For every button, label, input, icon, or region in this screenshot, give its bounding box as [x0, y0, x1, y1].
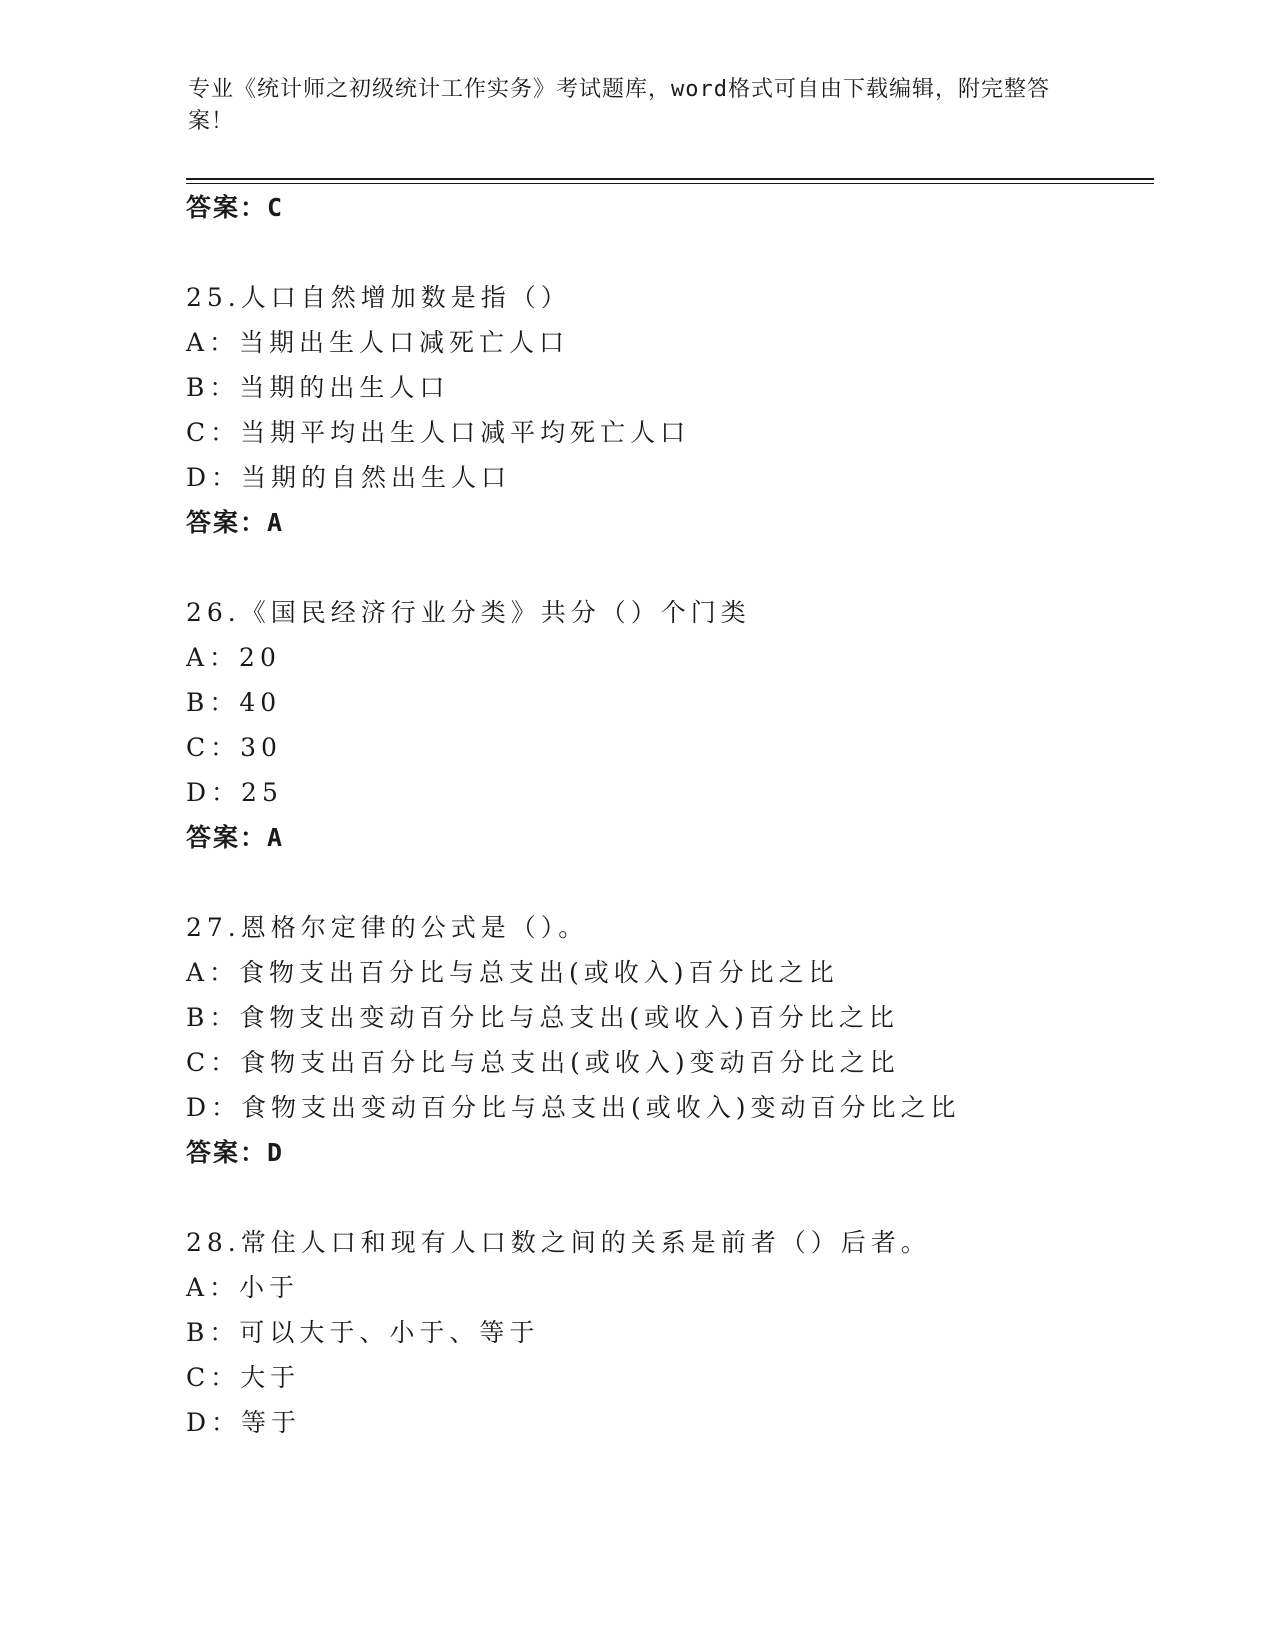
question-27-option-c: C：食物支出百分比与总支出(或收入)变动百分比之比	[186, 1048, 900, 1077]
question-25-option-d: D：当期的自然出生人口	[186, 463, 512, 492]
question-26-option-b: B：40	[186, 688, 282, 717]
answer-previous: 答案：C	[186, 193, 285, 222]
header-divider-thin	[186, 183, 1154, 184]
question-28-option-a: A：小于	[186, 1273, 300, 1302]
question-28-option-b: B：可以大于、小于、等于	[186, 1318, 540, 1347]
question-25-option-c: C：当期平均出生人口减平均死亡人口	[186, 418, 691, 447]
question-27-stem: 27.恩格尔定律的公式是（）。	[186, 913, 589, 942]
question-26-answer: 答案：A	[186, 823, 285, 852]
document-header-text: 专业《统计师之初级统计工作实务》考试题库，word格式可自由下载编辑，附完整答案！	[188, 77, 1050, 134]
question-25-stem: 25.人口自然增加数是指（）	[186, 283, 571, 312]
question-26-stem: 26.《国民经济行业分类》共分（）个门类	[186, 598, 751, 627]
question-27-option-a: A：食物支出百分比与总支出(或收入)百分比之比	[186, 958, 839, 987]
question-27-answer: 答案：D	[186, 1138, 285, 1167]
question-26-option-d: D：25	[186, 778, 283, 807]
question-28-option-c: C：大于	[186, 1363, 301, 1392]
question-27-option-d: D：食物支出变动百分比与总支出(或收入)变动百分比之比	[186, 1093, 961, 1122]
question-28-stem: 28.常住人口和现有人口数之间的关系是前者（）后者。	[186, 1228, 931, 1257]
question-26-option-a: A：20	[186, 643, 281, 672]
question-25-option-a: A：当期出生人口减死亡人口	[186, 328, 570, 357]
question-25-answer: 答案：A	[186, 508, 285, 537]
question-26-option-c: C：30	[186, 733, 282, 762]
header-divider-thick	[186, 178, 1154, 180]
question-27-option-b: B：食物支出变动百分比与总支出(或收入)百分比之比	[186, 1003, 899, 1032]
question-25-option-b: B：当期的出生人口	[186, 373, 450, 402]
question-28-option-d: D：等于	[186, 1408, 302, 1437]
